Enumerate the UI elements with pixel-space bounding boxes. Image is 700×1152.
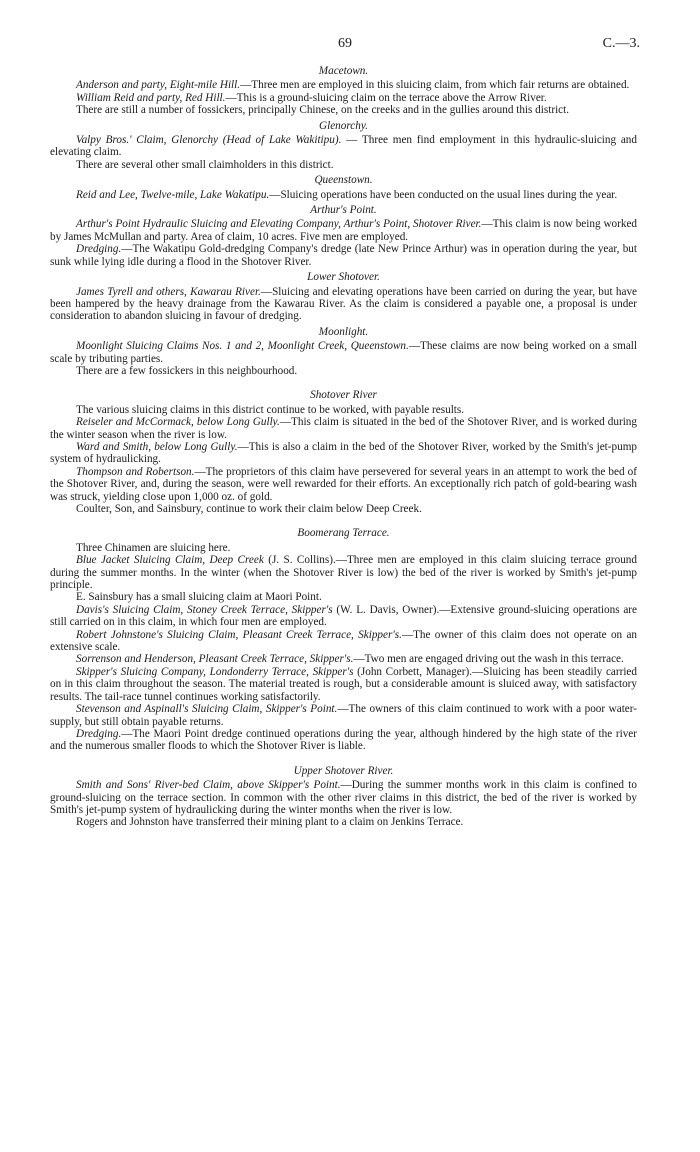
paragraph-text: — Three men find employment in this hydraulic-sluicing and elevating claim.	[50, 134, 637, 159]
claim-name: Smith and Sons' River-bed Claim, above Skipper's Point.	[76, 779, 341, 792]
paragraph-text: —This claim is situated in the bed of the Shotover River, and is worked during the winter season when the river is low.	[50, 416, 637, 441]
section-heading: Lower Shotover.	[307, 271, 380, 284]
paragraph	[50, 104, 637, 116]
claim-name: Davis's Sluicing Claim, Stoney Creek Terrace, Skipper's	[76, 603, 333, 616]
paragraph-text: —These claims are now being worked on a small scale by tributing parties.	[50, 340, 637, 365]
claim-name: James Tyrell and others, Kawarau River.	[76, 285, 261, 298]
claim-name: Ward and Smith, below Long Gully.	[76, 440, 238, 453]
page-header	[50, 36, 640, 54]
paragraph	[50, 286, 637, 323]
paragraph	[50, 466, 637, 503]
paragraph-text: The various sluicing claims in this district continue to be worked, with payable results.	[76, 403, 465, 416]
claim-name: Reid and Lee, Twelve-mile, Lake Wakatipu.	[76, 188, 270, 201]
section-heading: Upper Shotover River.	[293, 764, 394, 777]
paragraph	[50, 703, 637, 728]
paragraph	[50, 554, 637, 591]
paragraph	[50, 779, 637, 816]
paragraph	[50, 243, 637, 268]
paragraph	[50, 189, 637, 201]
paragraph	[50, 134, 637, 159]
claim-name: Valpy Bros.' Claim, Glenorchy (Head of Lake Wakitipu).	[76, 134, 342, 147]
paragraph-text: —During the summer months work in this claim is confined to ground-sluicing on the terrace section. In common with the other river claims in this district, the bed of the river is worked by Smith's jet-pump system of hydraulicking during the winter months when the river is low.	[50, 779, 637, 816]
paragraph	[50, 218, 637, 243]
section-heading: Macetown.	[318, 65, 369, 77]
paragraph-text: (John Corbett, Manager).—Sluicing has been steadily carried on in this claim throughout the season. The material treated is rough, but a considerable amount is sluiced away, with satisfactory results. The tail-race tunnel continues working satisfactorily.	[50, 665, 637, 703]
paragraph-text: —The owners of this claim continued to work with a poor water-supply, but still obtain payable returns.	[50, 703, 637, 728]
claim-name: Moonlight Sluicing Claims Nos. 1 and 2, Moonlight Creek, Queenstown.	[76, 340, 409, 353]
section-heading: Arthur's Point.	[310, 204, 377, 217]
claim-name: Robert Johnstone's Sluicing Claim, Pleasant Creek Terrace, Skipper's.	[76, 628, 402, 641]
paragraph	[50, 728, 637, 753]
paragraph-text: (J. S. Collins).—Three men are employed in this claim sluicing terrace ground during the summer months. In the winter (when the Shotover River is low) the bed of the river is worked by Smith's jet-pump principle.	[50, 554, 637, 592]
paragraph	[50, 441, 637, 466]
paragraph-text: —The Maori Point dredge continued operations during the year, although hindered by the high state of the river and the numerous smaller floods to which the Shotover River is liable.	[50, 727, 637, 753]
paragraph-text: There are several other small claimholders in this district.	[76, 158, 334, 171]
paragraph	[50, 340, 637, 365]
paragraph-text: —The proprietors of this claim have persevered for several years in an attempt to work the bed of the Shotover River, and, during the season, were well rewarded for their efforts. An exceptionally rich patch of gold-bearing wash was struck, yielding close upon 1,000 oz. of gold.	[50, 465, 637, 503]
paragraph	[50, 816, 637, 828]
claim-name: Blue Jacket Sluicing Claim, Deep Creek	[76, 554, 264, 567]
paragraph-text: —Sluicing and elevating operations have been carried on during the year, but have been hampered by the heavy drainage from the Kawarau River. As the claim is considered a payable one, a proposal is under consideration to abandon sluicing in favour of dredging.	[50, 285, 638, 323]
paragraph-text: There are a few fossickers in this neighbourhood.	[76, 364, 298, 377]
report-body	[50, 62, 637, 829]
claim-name: Reiseler and McCormack, below Long Gully.	[76, 416, 280, 429]
paragraph	[50, 404, 637, 416]
claim-name: Skipper's Sluicing Company, Londonderry Terrace, Skipper's	[76, 665, 354, 678]
section-heading: Moonlight.	[318, 325, 369, 338]
claim-name: Sorrenson and Henderson, Pleasant Creek Terrace, Skipper's.	[76, 653, 354, 666]
claim-name: Arthur's Point Hydraulic Sluicing and Elevating Company, Arthur's Point, Shotover River.	[76, 218, 482, 231]
section-heading: Glenorchy.	[319, 119, 368, 132]
paragraph-text: There are still a number of fossickers, principally Chinese, on the creeks and in the gullies around this district.	[76, 104, 570, 117]
paragraph	[50, 503, 637, 515]
paragraph-text: —Two men are engaged driving out the wash in this terrace.	[353, 653, 624, 666]
paragraph-text: —This is also a claim in the bed of the Shotover River, worked by the Smith's jet-pump system of hydraulicking.	[50, 440, 637, 466]
paragraph	[50, 666, 637, 703]
paragraph	[50, 416, 637, 441]
paragraph	[50, 79, 637, 91]
claim-name: Dredging.	[76, 243, 122, 256]
paragraph-text: —Sluicing operations have been conducted on the usual lines during the year.	[269, 188, 618, 201]
paragraph	[50, 604, 637, 629]
paragraph-text: Rogers and Johnston have transferred their mining plant to a claim on Jenkins Terrace.	[76, 816, 464, 829]
section-heading: Queenstown.	[314, 174, 373, 187]
document-reference: C.—3.	[602, 36, 640, 51]
paragraph	[50, 591, 637, 603]
paragraph	[50, 542, 637, 554]
section-heading: Boomerang Terrace.	[297, 527, 390, 540]
paragraph-text: —This is a ground-sluicing claim on the terrace above the Arrow River.	[225, 91, 547, 104]
section-heading: Shotover River	[310, 389, 377, 402]
paragraph	[50, 653, 637, 665]
claim-name: Anderson and party, Eight-mile Hill.	[76, 79, 241, 92]
paragraph	[50, 159, 637, 171]
paragraph-text: (W. L. Davis, Owner).—Extensive ground-sluicing operations are still carried on in this claim, in which four men are employed.	[50, 603, 637, 629]
paragraph	[50, 629, 637, 654]
paragraph-text: Three Chinamen are sluicing here.	[76, 541, 231, 554]
paragraph-text: E. Sainsbury has a small sluicing claim at Maori Point.	[76, 591, 322, 604]
paragraph-text: —The owner of this claim does not operate on an extensive scale.	[50, 628, 637, 654]
paragraph-text: —The Wakatipu Gold-dredging Company's dredge (late New Prince Arthur) was in operation during the year, but sunk while lying idle during a flood in the Shotover River.	[50, 243, 637, 268]
paragraph	[50, 365, 637, 377]
claim-name: Dredging.	[76, 727, 122, 740]
paragraph-text: —Three men are employed in this sluicing claim, from which fair returns are obtained.	[240, 79, 630, 92]
paragraph-text: Coulter, Son, and Sainsbury, continue to work their claim below Deep Creek.	[76, 503, 422, 515]
claim-name: Thompson and Robertson.	[76, 465, 195, 478]
paragraph-text: —This claim is now being worked by James McMullan and party. Area of claim, 10 acres. Five men are employed.	[50, 218, 637, 243]
page-number: 69	[338, 36, 352, 51]
claim-name: Stevenson and Aspinall's Sluicing Claim, Skipper's Point.	[76, 703, 338, 716]
paragraph	[50, 92, 637, 104]
claim-name: William Reid and party, Red Hill.	[76, 91, 226, 104]
